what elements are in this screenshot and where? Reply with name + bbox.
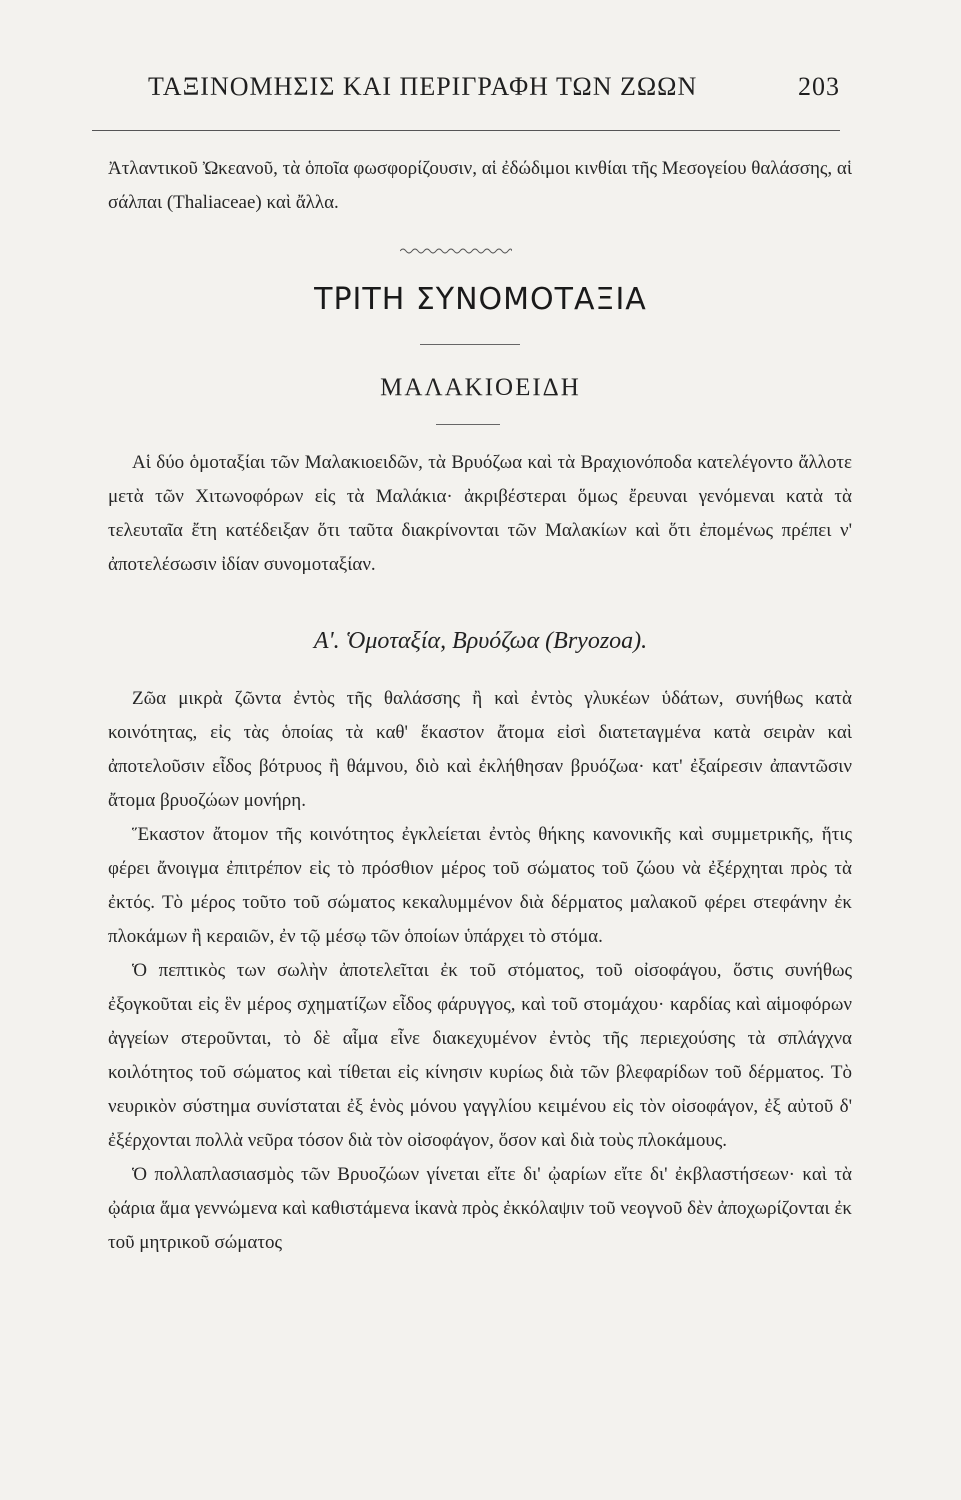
intro-text: Ἀτλαντικοῦ Ὠκεανοῦ, τὰ ὁποῖα φωσφορίζουσιν, αἱ ἐδώδιμοι κινθίαι τῆς Μεσογείου θαλάσσης, αἱ σάλπαι (Thaliaceae) καὶ ἄλλα. — [108, 158, 852, 213]
intro-paragraph — [108, 152, 852, 220]
paragraph: Ζῶα μικρὰ ζῶντα ἐντὸς τῆς θαλάσσης ἢ καὶ ἐντὸς γλυκέων ὑδάτων, συνήθως κατὰ κοινότητας, εἰς τὰς ὁποίας τὰ καθ' ἕκαστον ἄτομα εἰσὶ διατεταγμένα κατὰ σειρὰν καὶ ἀποτελοῦσιν εἶδος βότρυος ἢ θάμνου, διὸ καὶ ἐκλήθησαν βρυόζωα· κατ' ἐξαίρεσιν ἀπαντῶσιν ἄτομα βρυοζώων μονήρη. — [108, 688, 852, 811]
running-head — [148, 72, 840, 112]
body-text — [108, 682, 852, 1260]
subsection-title: ΜΑΛΑΚΙΟΕΙΔΗ — [380, 374, 581, 401]
phylum-intro-text: Αἱ δύο ὁμοταξίαι τῶν Μαλακιοειδῶν, τὰ Βρυόζωα καὶ τὰ Βραχιονόποδα κατελέγοντο ἄλλοτε μετὰ τῶν Χιτωνοφόρων εἰς τὰ Μαλάκια· ἀκριβέστεραι ὅμως ἔρευναι γενόμεναι κατὰ τὰ τελευταῖα ἔτη κατέδειξαν ὅτι ταῦτα διακρίνονται τῶν Μαλακίων καὶ ὅτι ἐπομένως πρέπει ν' ἀποτελέσωσιν ἰδίαν συνομοταξίαν. — [108, 452, 852, 575]
section-title: ΤΡΙΤΗ ΣΥΝΟΜΟΤΑΞΙΑ — [314, 282, 647, 317]
paragraph: Ἕκαστον ἄτομον τῆς κοινότητος ἐγκλείεται ἐντὸς θήκης κανονικῆς καὶ συμμετρικῆς, ἥτις φέρει ἄνοιγμα ἐπιτρέπον εἰς τὸ πρόσθιον μέρος τοῦ σώματος τοῦ ζώου νὰ ἐξέρχηται πρὸς τὰ ἐκτός. Τὸ μέρος τοῦτο τοῦ σώματος κεκαλυμμένον διὰ δέρματος μαλακοῦ φέρει στεφάνην ἐκ πλοκάμων ἢ κεραιῶν, ἐν τῷ μέσῳ τῶν ὁποίων ὑπάρχει τὸ στόμα. — [108, 824, 852, 947]
paragraph: Ὁ πεπτικὸς των σωλὴν ἀποτελεῖται ἐκ τοῦ στόματος, τοῦ οἰσοφάγου, ὅστις συνήθως ἐξογκοῦται εἰς ἓν μέρος σχηματίζων εἶδος φάρυγγος, καὶ τοῦ στομάχου· καρδίας καὶ αἱμοφόρων ἀγγείων στεροῦνται, τὸ δὲ αἷμα εἶνε διακεχυμένον ἐντὸς τῆς περιεχούσης τὰ σπλάγχνα κοιλότητος τοῦ σώματος καὶ τίθεται εἰς κίνησιν κυρίως διὰ τῶν βλεφαρίδων τοῦ δέρματος. Τὸ νευρικὸν σύστημα συνίσταται ἐξ ἑνὸς μόνου γαγγλίου κειμένου εἰς τὸν οἰσοφάγον, ἐξ αὐτοῦ δ' ἐξέρχονται πολλὰ νεῦρα τόσον διὰ τὸν οἰσοφάγον, ὅσον καὶ διὰ τοὺς πλοκάμους. — [108, 960, 852, 1151]
running-title: ΤΑΞΙΝΟΜΗΣΙΣ ΚΑΙ ΠΕΡΙΓΡΑΦΗ ΤΩΝ ΖΩΩΝ — [148, 72, 698, 101]
wavy-divider — [400, 247, 512, 255]
subsection-rule — [436, 424, 500, 425]
header-rule — [92, 130, 840, 131]
class-heading: Α'. Ὁμοταξία, Βρυόζωα (Bryozoa). — [313, 628, 648, 654]
page-number: 203 — [798, 72, 840, 101]
section-rule — [420, 344, 520, 345]
phylum-intro — [108, 446, 852, 582]
paragraph: Ὁ πολλαπλασιασμὸς τῶν Βρυοζώων γίνεται εἴτε δι' ᾠαρίων εἴτε δι' ἐκβλαστήσεων· καὶ τὰ ᾠάρια ἅμα γεννώμενα καὶ καθιστάμενα ἱκανὰ πρὸς ἐκκόλαψιν τοῦ νεογνοῦ δὲν ἀποχωρίζονται ἐκ τοῦ μητρικοῦ σώματος — [108, 1164, 852, 1253]
